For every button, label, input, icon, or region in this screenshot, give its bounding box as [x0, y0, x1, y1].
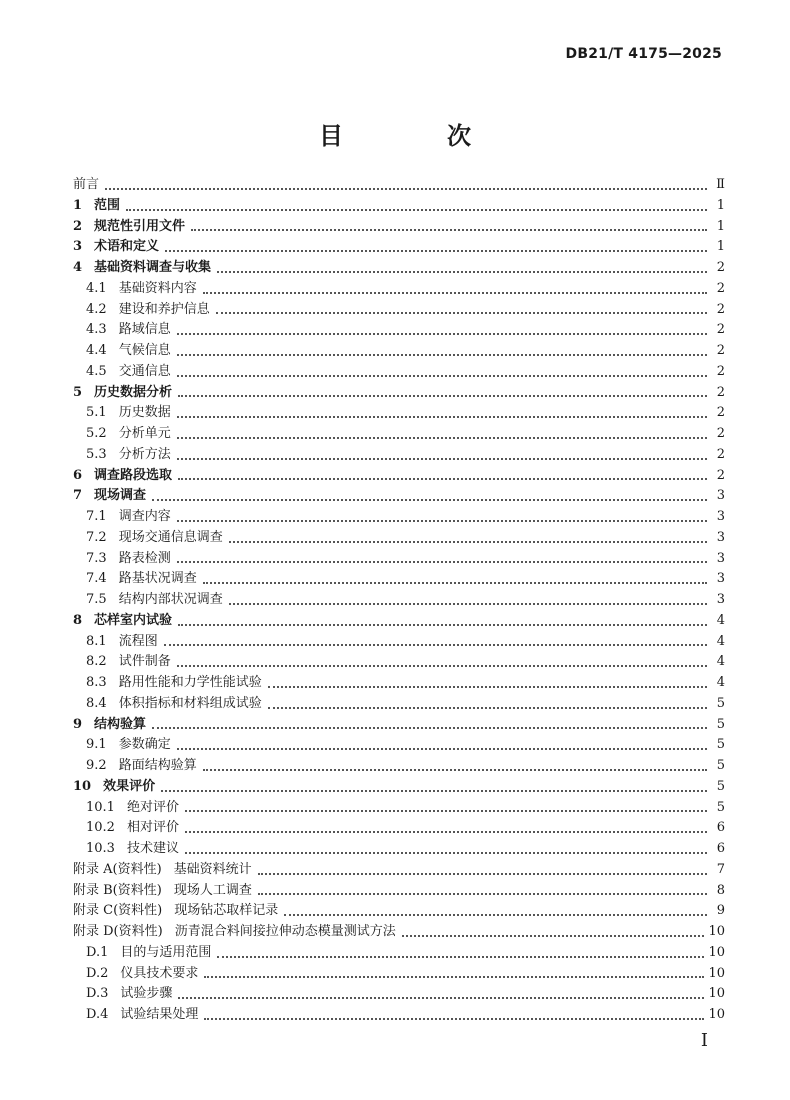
- toc-entry-page: 5: [716, 695, 725, 711]
- toc-entry-text: 建设和养护信息: [118, 301, 210, 317]
- toc-entry-label: [86, 424, 171, 445]
- toc-entry-page: 3: [716, 488, 725, 504]
- toc-entry[interactable]: [73, 611, 725, 632]
- toc-entry-label: [86, 756, 197, 777]
- toc-entry-number: 2: [73, 218, 83, 234]
- toc-entry-text: 技术建议: [126, 841, 179, 856]
- toc-entry-text: 调查内容: [118, 509, 171, 524]
- toc-entry-page: 3: [716, 509, 725, 524]
- toc-entry-text: 目的与适用范围: [120, 944, 212, 960]
- toc-entry-label: [86, 590, 223, 611]
- toc-entry-number: 4.3: [86, 322, 107, 338]
- toc-entry[interactable]: [73, 715, 725, 736]
- toc-dot-leader: [178, 624, 707, 626]
- toc-dot-leader: [258, 893, 707, 895]
- toc-dot-leader: [229, 541, 707, 543]
- toc-entry-number: D.4: [86, 1007, 109, 1022]
- toc-entry-page: 5: [716, 778, 725, 794]
- toc-entry-page: 2: [716, 446, 725, 462]
- toc-entry-page: 1: [716, 218, 725, 234]
- toc-dot-leader: [204, 1018, 704, 1020]
- toc-entry[interactable]: [73, 258, 725, 279]
- toc-entry-text: 分析单元: [118, 426, 171, 441]
- toc-entry[interactable]: [73, 756, 725, 777]
- toc-entry-label: [86, 445, 171, 466]
- toc-entry-page: 8: [716, 882, 725, 898]
- toc-entry-text: 试验结果处理: [120, 1007, 199, 1022]
- toc-entry-label: [86, 839, 179, 860]
- toc-entry[interactable]: [73, 300, 725, 321]
- toc-entry-text: 气候信息: [118, 343, 171, 358]
- toc-entry[interactable]: [73, 279, 725, 300]
- toc-dot-leader: [217, 271, 707, 273]
- toc-entry-label: [86, 300, 210, 321]
- toc-entry-text: 体积指标和材料组成试验: [118, 695, 262, 711]
- toc-entry-page: 2: [716, 260, 725, 275]
- toc-entry[interactable]: [73, 673, 725, 694]
- toc-entry-page: 6: [716, 841, 725, 856]
- toc-entry-number: 9: [73, 716, 83, 732]
- toc-entry-label: [73, 777, 155, 798]
- toc-entry[interactable]: [73, 964, 725, 985]
- toc-entry-text: 现场人工调查: [173, 882, 252, 898]
- toc-entry-page: 9: [716, 903, 725, 919]
- toc-dot-leader: [229, 603, 707, 605]
- toc-entry[interactable]: [73, 341, 725, 362]
- toc-entry-label: [86, 320, 171, 341]
- toc-entry-number: 5: [73, 384, 83, 400]
- toc-entry-label: [86, 652, 171, 673]
- toc-entry-text: 结构内部状况调查: [118, 592, 223, 607]
- toc-entry[interactable]: [73, 839, 725, 860]
- toc-entry-label: [86, 735, 171, 756]
- toc-entry-label: [73, 237, 159, 258]
- toc-entry-label: [73, 611, 172, 632]
- toc-dot-leader: [284, 914, 707, 916]
- toc-entry-text: 试件制备: [118, 654, 171, 670]
- toc-entry-number: 5.3: [86, 446, 107, 462]
- toc-entry-number: 8.1: [86, 633, 107, 649]
- toc-dot-leader: [152, 727, 707, 729]
- toc-dot-leader: [268, 686, 707, 688]
- toc-entry-number: 10.2: [86, 820, 115, 836]
- toc-entry-label: [86, 569, 197, 590]
- toc-entry-text: 现场钻芯取样记录: [174, 903, 279, 919]
- toc-entry-text: 范围: [94, 197, 121, 213]
- toc-entry[interactable]: [73, 860, 725, 881]
- toc-entry-page: 2: [716, 322, 725, 338]
- toc-entry[interactable]: [73, 486, 725, 507]
- toc-entry-number: 7.5: [86, 592, 107, 607]
- toc-entry[interactable]: [73, 445, 725, 466]
- toc-dot-leader: [258, 873, 707, 875]
- toc-entry-text: 历史数据: [118, 405, 171, 421]
- toc-entry-label: [86, 507, 171, 528]
- toc-entry-label: [73, 881, 252, 902]
- toc-entry-text: 前言: [73, 177, 100, 192]
- toc-entry-page: 1: [716, 197, 725, 213]
- toc-entry[interactable]: [73, 175, 725, 196]
- toc-entry-label: [73, 175, 99, 196]
- toc-entry-text: 仪具技术要求: [120, 965, 199, 981]
- toc-entry-text: 路用性能和力学性能试验: [118, 675, 262, 690]
- toc-entry-page: 10: [708, 944, 725, 960]
- toc-entry-text: 交通信息: [118, 363, 171, 379]
- toc-entry[interactable]: [73, 196, 725, 217]
- toc-entry-text: 基础资料内容: [118, 280, 197, 296]
- toc-dot-leader: [177, 437, 707, 439]
- page-title: 目 次: [319, 122, 511, 150]
- toc-entry[interactable]: [73, 528, 725, 549]
- toc-entry[interactable]: [73, 590, 725, 611]
- toc-entry[interactable]: [73, 466, 725, 487]
- toc-entry-text: 调查路段选取: [94, 467, 173, 483]
- toc-entry-number: D.1: [86, 944, 109, 960]
- toc-entry-page: 1: [716, 239, 725, 255]
- toc-entry-number: 9.1: [86, 737, 107, 753]
- toc-entry-page: 10: [708, 986, 725, 1002]
- toc-entry-page: 4: [716, 612, 725, 628]
- toc-entry-label: [73, 901, 278, 922]
- toc-entry[interactable]: [73, 507, 725, 528]
- toc-entry-text: 分析方法: [118, 446, 171, 462]
- toc-entry[interactable]: [73, 1005, 725, 1026]
- toc-entry[interactable]: [73, 569, 725, 590]
- toc-dot-leader: [268, 707, 707, 709]
- toc-entry-text: 术语和定义: [94, 239, 160, 255]
- toc-entry-label: [86, 362, 171, 383]
- toc-entry-label: [73, 258, 211, 279]
- toc-entry-page: 2: [716, 280, 725, 296]
- toc-entry[interactable]: [73, 320, 725, 341]
- toc-entry-page: 3: [716, 550, 725, 566]
- toc-dot-leader: [178, 997, 704, 999]
- toc-entry-text: 路表检测: [118, 550, 171, 566]
- toc-entry[interactable]: [73, 403, 725, 424]
- toc-entry-number: 4.1: [86, 280, 107, 296]
- toc-entry-page: 10: [708, 1007, 725, 1022]
- toc-dot-leader: [177, 354, 707, 356]
- toc-dot-leader: [177, 416, 707, 418]
- toc-entry-label: [73, 466, 172, 487]
- toc-entry[interactable]: [73, 901, 725, 922]
- toc-entry[interactable]: [73, 424, 725, 445]
- toc-entry-number: 3: [73, 239, 83, 255]
- toc-entry-text: 路面结构验算: [118, 758, 197, 773]
- toc-entry-text: 规范性引用文件: [94, 218, 186, 234]
- toc-entry-page: 3: [716, 592, 725, 607]
- toc-entry-number: 附录 C(资料性): [73, 903, 163, 919]
- toc-entry-page: 4: [716, 633, 725, 649]
- toc-entry[interactable]: [73, 818, 725, 839]
- toc-entry-text: 试验步骤: [120, 986, 173, 1002]
- toc-entry-label: [86, 673, 262, 694]
- toc-entry-page: 3: [716, 571, 725, 587]
- toc-entry-page: 10: [708, 965, 725, 981]
- toc-entry-number: 8.4: [86, 695, 107, 711]
- toc-entry-text: 基础资料调查与收集: [94, 260, 212, 275]
- toc-entry-page: 5: [716, 799, 725, 815]
- toc-dot-leader: [161, 790, 707, 792]
- toc-entry[interactable]: [73, 549, 725, 570]
- toc-entry-number: D.3: [86, 986, 109, 1002]
- toc-dot-leader: [185, 810, 707, 812]
- toc-entry[interactable]: [73, 798, 725, 819]
- toc-entry-page: 3: [716, 529, 725, 545]
- toc-entry-label: [73, 486, 146, 507]
- toc-entry-page: 2: [716, 363, 725, 379]
- toc-dot-leader: [164, 644, 707, 646]
- toc-entry-text: 流程图: [118, 633, 158, 649]
- toc-dot-leader: [178, 478, 707, 480]
- toc-entry-label: [86, 984, 172, 1005]
- toc-entry-number: 4.2: [86, 301, 107, 317]
- toc-entry-text: 路域信息: [118, 322, 171, 338]
- toc-dot-leader: [177, 520, 707, 522]
- toc-entry-label: [86, 549, 171, 570]
- toc-entry-page: 6: [716, 820, 725, 836]
- page-number: I: [700, 1030, 708, 1051]
- toc-entry-text: 相对评价: [126, 820, 179, 836]
- toc-entry[interactable]: [73, 984, 725, 1005]
- toc-entry-number: 8.3: [86, 675, 107, 690]
- toc-entry-number: 5.2: [86, 426, 107, 441]
- toc-entry-number: 10.3: [86, 841, 115, 856]
- toc-entry-label: [86, 279, 197, 300]
- toc-entry-label: [86, 403, 171, 424]
- toc-entry-page: 5: [716, 716, 725, 732]
- toc-entry[interactable]: [73, 632, 725, 653]
- toc-dot-leader: [177, 665, 707, 667]
- toc-dot-leader: [152, 499, 707, 501]
- toc-entry-label: [73, 217, 185, 238]
- toc-entry-page: Ⅱ: [716, 177, 725, 192]
- toc-entry-number: 7.4: [86, 571, 107, 587]
- toc-entry-page: 2: [716, 426, 725, 441]
- toc-entry-page: 2: [716, 384, 725, 400]
- toc-entry[interactable]: [73, 694, 725, 715]
- toc-entry-text: 现场调查: [94, 488, 147, 504]
- toc-entry-number: 6: [73, 467, 83, 483]
- toc-entry-page: 7: [716, 861, 725, 877]
- toc-entry-page: 2: [716, 343, 725, 358]
- toc-entry-page: 4: [716, 675, 725, 690]
- toc-entry-text: 结构验算: [94, 716, 147, 732]
- toc-entry-label: [86, 818, 179, 839]
- toc-entry-text: 绝对评价: [126, 799, 179, 815]
- toc-entry-number: 7: [73, 488, 83, 504]
- toc-entry-number: 4.4: [86, 343, 107, 358]
- standard-code: DB21/T 4175—2025: [565, 46, 722, 62]
- toc-entry[interactable]: [73, 922, 725, 943]
- toc-entry-number: 附录 B(资料性): [73, 882, 162, 898]
- toc-entry-number: 附录 D(资料性): [73, 924, 163, 939]
- toc-entry-label: [86, 528, 223, 549]
- toc-dot-leader: [203, 292, 707, 294]
- toc-dot-leader: [177, 748, 707, 750]
- table-of-contents: [73, 175, 725, 1026]
- toc-entry[interactable]: [73, 652, 725, 673]
- toc-entry-label: [86, 341, 171, 362]
- toc-entry-page: 4: [716, 654, 725, 670]
- toc-entry-label: [73, 922, 396, 943]
- toc-dot-leader: [217, 956, 704, 958]
- toc-entry-label: [86, 1005, 198, 1026]
- toc-entry[interactable]: [73, 383, 725, 404]
- toc-entry-text: 芯样室内试验: [94, 612, 173, 628]
- toc-entry-page: 5: [716, 758, 725, 773]
- toc-entry-number: 1: [73, 197, 83, 213]
- toc-entry-text: 参数确定: [118, 737, 171, 753]
- toc-entry-page: 5: [716, 737, 725, 753]
- toc-entry-text: 效果评价: [103, 778, 156, 794]
- toc-entry-label: [86, 943, 211, 964]
- toc-entry-text: 路基状况调查: [118, 571, 197, 587]
- toc-entry-label: [86, 694, 262, 715]
- toc-entry-label: [73, 715, 146, 736]
- toc-dot-leader: [185, 852, 707, 854]
- toc-entry[interactable]: [73, 237, 725, 258]
- toc-entry-number: 8.2: [86, 654, 107, 670]
- toc-dot-leader: [185, 831, 707, 833]
- toc-entry-number: 10.1: [86, 799, 115, 815]
- toc-entry-page: 2: [716, 405, 725, 421]
- toc-entry-page: 2: [716, 301, 725, 317]
- toc-entry-label: [73, 196, 120, 217]
- toc-entry-number: D.2: [86, 965, 109, 981]
- toc-entry-number: 7.2: [86, 529, 107, 545]
- toc-dot-leader: [216, 312, 707, 314]
- toc-entry-number: 附录 A(资料性): [73, 861, 162, 877]
- toc-entry-number: 5.1: [86, 405, 107, 421]
- toc-dot-leader: [165, 250, 707, 252]
- toc-entry-label: [86, 798, 179, 819]
- toc-entry-number: 10: [73, 778, 92, 794]
- toc-entry-label: [86, 632, 158, 653]
- toc-entry-text: 沥青混合料间接拉伸动态模量测试方法: [174, 924, 396, 939]
- toc-dot-leader: [177, 561, 707, 563]
- toc-dot-leader: [126, 209, 707, 211]
- toc-dot-leader: [177, 375, 707, 377]
- toc-entry-text: 历史数据分析: [94, 384, 173, 400]
- toc-dot-leader: [105, 188, 707, 190]
- toc-entry-number: 7.1: [86, 509, 107, 524]
- toc-entry[interactable]: [73, 362, 725, 383]
- toc-entry-number: 4: [73, 260, 83, 275]
- toc-dot-leader: [203, 582, 707, 584]
- toc-entry-page: 10: [708, 924, 725, 939]
- toc-entry[interactable]: [73, 217, 725, 238]
- toc-entry-number: 7.3: [86, 550, 107, 566]
- toc-entry[interactable]: [73, 735, 725, 756]
- toc-dot-leader: [178, 395, 707, 397]
- toc-entry-page: 2: [716, 467, 725, 483]
- toc-entry-number: 4.5: [86, 363, 107, 379]
- toc-entry-number: 8: [73, 612, 83, 628]
- toc-dot-leader: [191, 229, 707, 231]
- toc-entry[interactable]: [73, 943, 725, 964]
- toc-dot-leader: [177, 458, 707, 460]
- toc-entry[interactable]: [73, 777, 725, 798]
- toc-entry[interactable]: [73, 881, 725, 902]
- toc-entry-label: [73, 860, 252, 881]
- toc-entry-label: [73, 383, 172, 404]
- toc-entry-number: 9.2: [86, 758, 107, 773]
- toc-entry-text: 现场交通信息调查: [118, 529, 223, 545]
- toc-dot-leader: [203, 769, 707, 771]
- toc-dot-leader: [402, 935, 705, 937]
- toc-dot-leader: [177, 333, 707, 335]
- toc-dot-leader: [204, 976, 704, 978]
- toc-entry-text: 基础资料统计: [173, 861, 252, 877]
- toc-entry-label: [86, 964, 198, 985]
